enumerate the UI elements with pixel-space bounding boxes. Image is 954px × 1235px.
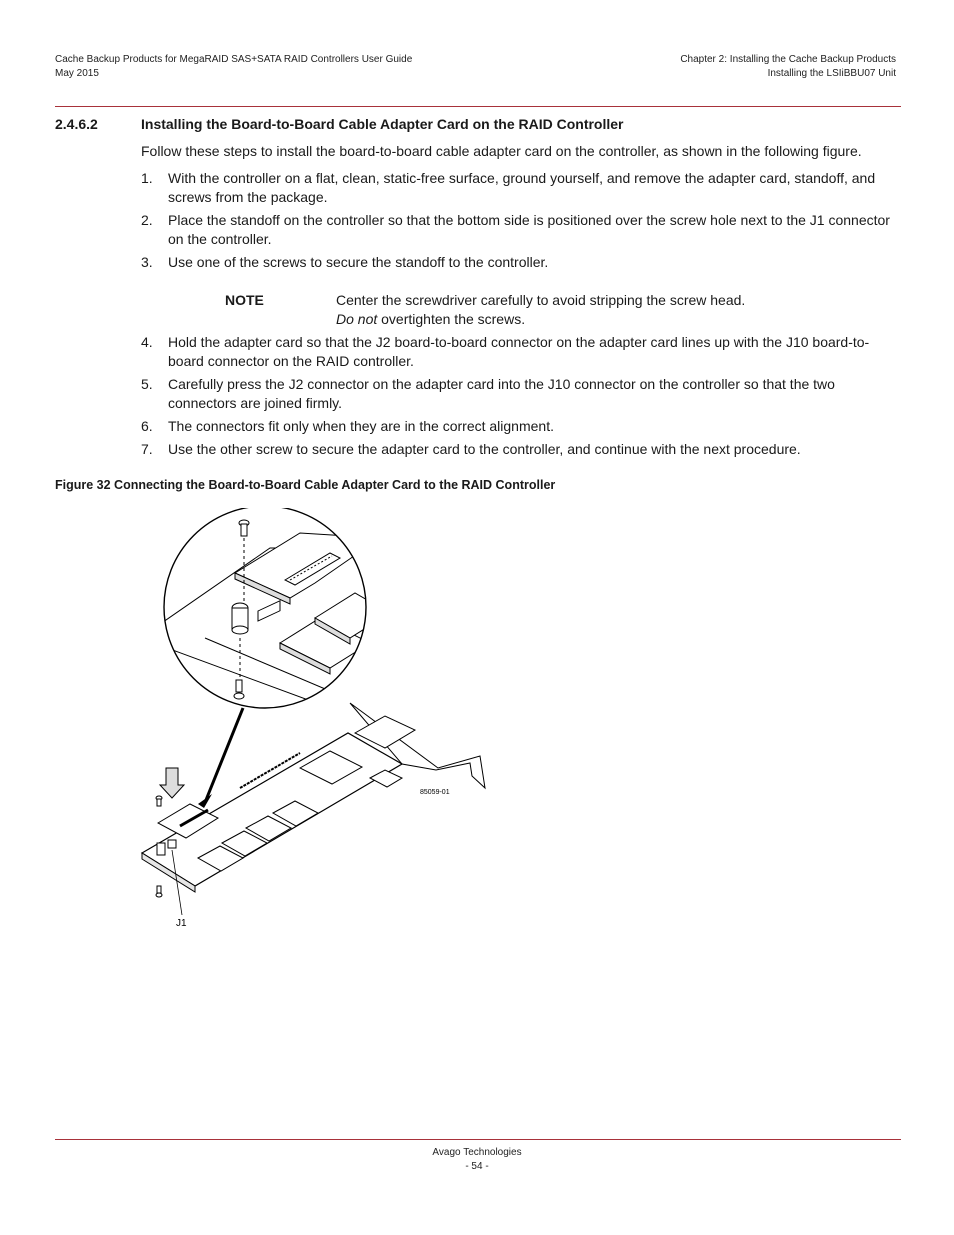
j1-label: J1 xyxy=(176,918,187,929)
screw-icon xyxy=(156,886,162,897)
steps-list-2 xyxy=(141,333,901,463)
section-heading xyxy=(55,116,905,132)
step-number: 4. xyxy=(141,334,153,350)
zoom-pointer xyxy=(206,708,243,800)
figure-caption: Figure 32 Connecting the Board-to-Board Cable Adapter Card to the RAID Controller xyxy=(55,478,556,492)
screw-icon xyxy=(234,680,244,699)
note-label: NOTE xyxy=(225,292,264,308)
section-number: 2.4.6.2 xyxy=(55,116,98,132)
down-arrow-icon xyxy=(160,768,184,798)
list-item xyxy=(141,211,901,249)
steps-list-1 xyxy=(141,169,901,276)
step-number: 5. xyxy=(141,376,153,392)
raid-controller-board xyxy=(142,703,485,892)
zoom-detail xyxy=(140,533,440,708)
page-number: - 54 - xyxy=(465,1160,489,1172)
step-text: Hold the adapter card so that the J2 board-to-board connector on the adapter card lines up with the J10 board-to-board connector on the RAID controller. xyxy=(168,334,870,369)
step-text: Place the standoff on the controller so that the bottom side is positioned over the screw hole next to the J1 connector on the controller. xyxy=(168,212,890,247)
note-text xyxy=(336,291,745,329)
header-rule xyxy=(55,106,901,107)
step-text: Use the other screw to secure the adapter card to the controller, and continue with the next procedure. xyxy=(168,441,801,457)
doc-date: May 2015 xyxy=(55,67,99,79)
doc-title: Cache Backup Products for MegaRAID SAS+SATA RAID Controllers User Guide xyxy=(55,54,413,65)
part-number: 85059-01 xyxy=(420,789,450,796)
list-item xyxy=(141,169,901,207)
figure-illustration xyxy=(140,508,500,938)
footer-rule xyxy=(55,1139,901,1140)
screw-icon xyxy=(156,796,162,806)
list-item xyxy=(141,375,901,413)
step-number: 1. xyxy=(141,170,153,186)
list-item xyxy=(141,417,901,436)
note-block xyxy=(225,291,745,329)
note-emphasis: Do not xyxy=(336,311,378,327)
page-header-left xyxy=(55,53,412,80)
step-text: Carefully press the J2 connector on the adapter card into the J10 connector on the controller so that the two connectors are joined firmly. xyxy=(168,376,835,411)
list-item xyxy=(141,333,901,371)
page-header-right xyxy=(680,53,896,80)
screw-icon xyxy=(239,520,249,536)
standoff-icon xyxy=(232,603,248,634)
step-text: Use one of the screws to secure the standoff to the controller. xyxy=(168,254,549,270)
step-text: The connectors fit only when they are in the correct alignment. xyxy=(168,418,554,434)
section-running-title: Installing the LSIiBBU07 Unit xyxy=(767,67,896,79)
step-number: 2. xyxy=(141,212,153,228)
step-number: 3. xyxy=(141,254,153,270)
note-line-2-rest: overtighten the screws. xyxy=(377,311,526,327)
section-title: Installing the Board-to-Board Cable Adapter Card on the RAID Controller xyxy=(141,116,624,132)
step-number: 6. xyxy=(141,418,153,434)
note-line-2 xyxy=(336,310,745,329)
list-item xyxy=(141,253,901,272)
page-footer xyxy=(0,1146,954,1173)
chapter-title: Chapter 2: Installing the Cache Backup Products xyxy=(680,54,896,65)
company-name: Avago Technologies xyxy=(432,1147,522,1158)
step-text: With the controller on a flat, clean, static-free surface, ground yourself, and remove the adapter card, standoff, and screws from the package. xyxy=(168,170,876,205)
intro-paragraph: Follow these steps to install the board-to-board cable adapter card on the controller, as shown in the following figure. xyxy=(141,143,862,159)
step-number: 7. xyxy=(141,441,153,457)
list-item xyxy=(141,440,901,459)
note-line-1: Center the screwdriver carefully to avoid stripping the screw head. xyxy=(336,292,746,308)
